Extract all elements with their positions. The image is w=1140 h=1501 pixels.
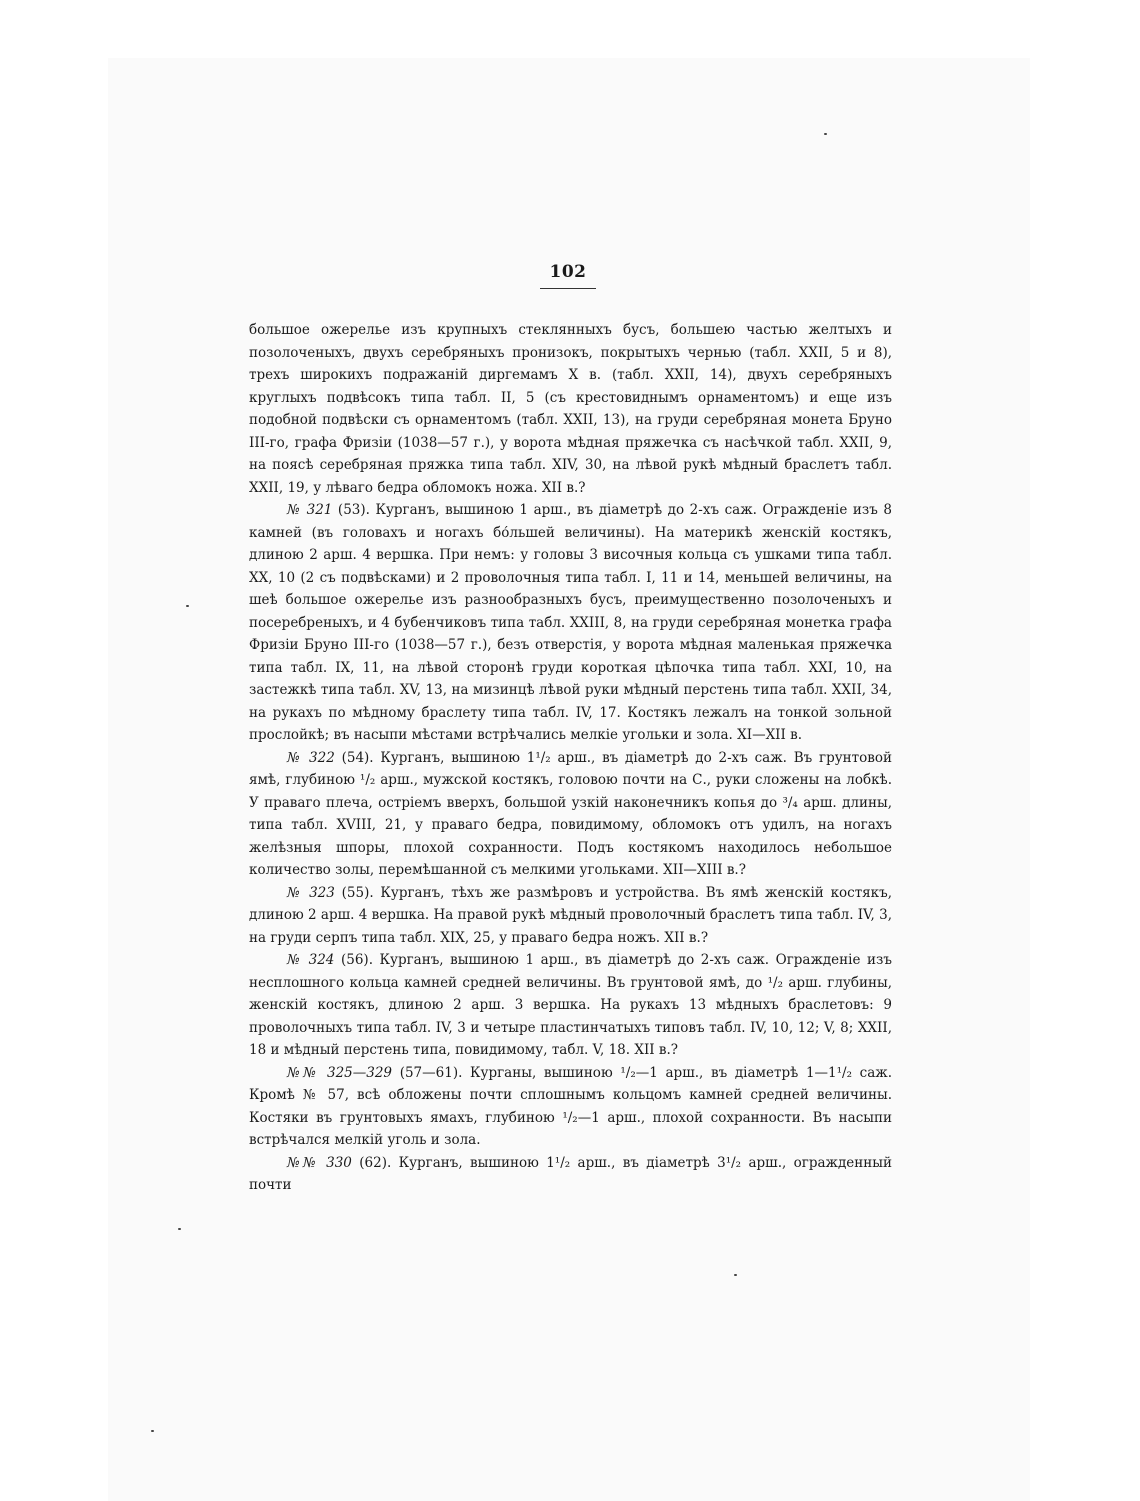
scan-speck — [186, 605, 189, 607]
scan-speck — [151, 1430, 154, 1432]
paragraph-entry-321 — [249, 499, 892, 747]
paragraph-entry-322 — [249, 747, 892, 882]
paragraph-entry-323 — [249, 882, 892, 950]
scan-speck — [824, 133, 827, 135]
scan-speck — [178, 1228, 181, 1230]
paragraph-entry-324 — [249, 949, 892, 1062]
entry-number: №№ 330 — [287, 1154, 352, 1171]
paragraph-text: большое ожерелье изъ крупныхъ стеклянныхъ бусъ, большею частью желтыхъ и позолоченыхъ, двухъ серебряныхъ пронизокъ, покрытыхъ чернью (табл. XXII, 5 и 8), трехъ широкихъ подражаній диргемамъ X в. (табл. XXII, 14), двухъ серебряныхъ круглыхъ подвѣсокъ типа табл. II, 5 (съ крестовиднымъ орнаментомъ) и еще изъ подобной подвѣски съ орнаментомъ (табл. XXII, 13), на груди серебряная монета Бруно III-го, графа Фризіи (1038—57 г.), у ворота мѣдная пряжечка съ насѣчкой табл. XXII, 9, на поясѣ серебряная пряжка типа табл. XIV, 30, на лѣвой рукѣ мѣдный браслетъ табл. XXII, 19, у лѣваго бедра обломокъ ножа. XII в.? — [249, 322, 892, 496]
paragraph-text: (62). Курганъ, вышиною 1¹/₂ арш., въ діаметрѣ 3¹/₂ арш., огражденный почти — [249, 1154, 893, 1193]
entry-number: № 321 — [287, 502, 333, 518]
page-number-rule — [540, 288, 596, 289]
paragraph-text: (53). Курганъ, вышиною 1 арш., въ діаметрѣ до 2-хъ саж. Огражденіе изъ 8 камней (въ головахъ и ногахъ бо́льшей величины). На материкѣ женскій костякъ, длиною 2 арш. 4 вершка. При немъ: у головы 3 височныя кольца съ ушками типа табл. XX, 10 (2 съ подвѣсками) и 2 проволочныя типа табл. I, 11 и 14, меньшей величины, на шеѣ большое ожерелье изъ разнообразныхъ бусъ, преимущественно позолоченыхъ и посеребреныхъ, и 4 бубенчиковъ типа табл. XXIII, 8, на груди серебряная монетка графа Фризіи Бруно III-го (1038—57 г.), безъ отверстія, у ворота мѣдная маленькая пряжечка типа табл. IX, 11, на лѣвой сторонѣ груди короткая цѣпочка типа табл. XXI, 10, на застежкѣ типа табл. XV, 13, на мизинцѣ лѣвой руки мѣдный перстень типа табл. XXII, 34, на рукахъ по мѣдному браслету типа табл. IV, 17. Костякъ лежалъ на тонкой зольной прослойкѣ; въ насыпи мѣстами встрѣчались мелкіе угольки и зола. XI—XII в. — [249, 502, 892, 743]
paragraph-text: (54). Курганъ, вышиною 1¹/₂ арш., въ діаметрѣ до 2-хъ саж. Въ грунтовой ямѣ, глубиною ¹/₂ арш., мужской костякъ, головою почти на С., руки сложены на лобкѣ. У праваго плеча, остріемъ вверхъ, большой узкій наконечникъ копья до ³/₄ арш. длины, типа табл. XVIII, 21, у праваго бедра, повидимому, обломокъ отъ удилъ, на ногахъ желѣзныя шпоры, плохой сохранности. Подъ костякомъ находилось небольшое количество золы, перемѣшанной съ мелкими угольками. XII—XIII в.? — [249, 749, 892, 878]
entry-number: № 322 — [287, 749, 335, 766]
entry-number: №№ 325—329 — [287, 1064, 393, 1081]
paragraph-text: (55). Курганъ, тѣхъ же размѣровъ и устройства. Въ ямѣ женскій костякъ, длиною 2 арш. 4 вершка. На правой рукѣ мѣдный проволочный браслетъ типа табл. IV, 3, на груди серпъ типа табл. XIX, 25, у праваго бедра ножъ. XII в.? — [249, 884, 892, 946]
entry-number: № 323 — [287, 884, 335, 901]
paragraph-text: (56). Курганъ, вышиною 1 арш., въ діаметрѣ до 2-хъ саж. Огражденіе изъ несплошного кольца камней средней величины. Въ грунтовой ямѣ, до ¹/₂ арш. глубины, женскій костякъ, длиною 2 арш. 3 вершка. На рукахъ 13 мѣдныхъ браслетовъ: 9 проволочныхъ типа табл. IV, 3 и четыре пластинчатыхъ типовъ табл. IV, 10, 12; V, 8; XXII, 18 и мѣдный перстень типа, повидимому, табл. V, 18. XII в.? — [249, 952, 892, 1058]
paragraph-entry-325-329 — [249, 1062, 892, 1152]
scan-speck — [734, 1274, 737, 1276]
entry-number: № 324 — [287, 952, 335, 968]
page-number: 102 — [549, 262, 587, 282]
paragraph-continuation — [249, 319, 892, 499]
paragraph-entry-330 — [249, 1152, 893, 1193]
paragraph-text: (57—61). Курганы, вышиною ¹/₂—1 арш., въ діаметрѣ 1—1¹/₂ саж. Кромѣ № 57, всѣ обложены почти сплошнымъ кольцомъ камней средней величины. Костяки въ грунтовыхъ ямахъ, глубиною ¹/₂—1 арш., плохой сохранности. Въ насыпи встрѣчался мелкій уголь и зола. — [249, 1064, 892, 1148]
body-text — [249, 319, 893, 1193]
